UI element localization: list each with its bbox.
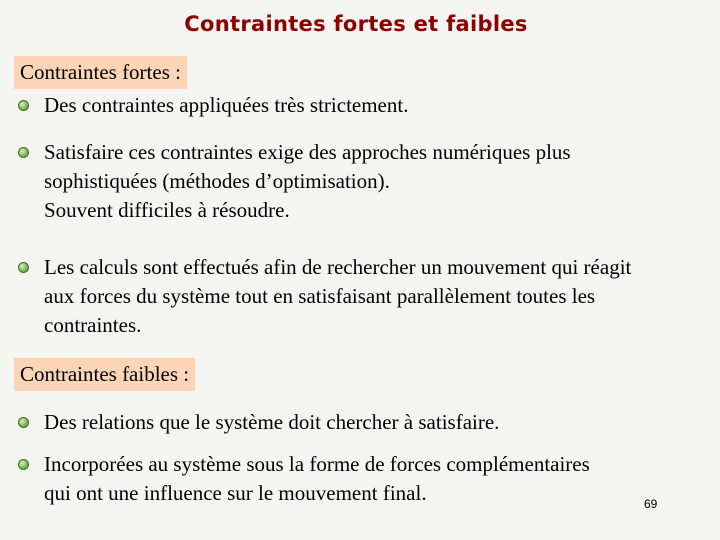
section-label-strong: Contraintes fortes : bbox=[14, 56, 187, 89]
bullet-line: Incorporées au système sous la forme de forces complémentaires bbox=[44, 452, 590, 476]
bullet-line: Des relations que le système doit chercher à satisfaire. bbox=[44, 410, 500, 434]
section-label-weak: Contraintes faibles : bbox=[14, 358, 195, 391]
bullet-icon bbox=[18, 100, 29, 111]
slide-title: Contraintes fortes et faibles bbox=[184, 12, 528, 36]
bullet-text bbox=[44, 138, 571, 225]
bullet-line: qui ont une influence sur le mouvement final. bbox=[44, 481, 427, 505]
bullet-text bbox=[44, 408, 499, 437]
bullet-line: Les calculs sont effectués afin de rechercher un mouvement qui réagit bbox=[44, 255, 632, 279]
bullet-icon bbox=[18, 459, 29, 470]
bullet-line: Satisfaire ces contraintes exige des approches numériques plus bbox=[44, 140, 571, 164]
bullet-icon bbox=[18, 147, 29, 158]
bullet-text bbox=[44, 450, 590, 508]
bullet-icon bbox=[18, 417, 29, 428]
bullet-icon bbox=[18, 262, 29, 273]
bullet-line: sophistiquées (méthodes d’optimisation). bbox=[44, 169, 390, 193]
bullet-line: aux forces du système tout en satisfaisant parallèlement toutes les bbox=[44, 284, 596, 308]
bullet-line: contraintes. bbox=[44, 313, 142, 337]
bullet-line: Souvent difficiles à résoudre. bbox=[44, 198, 290, 222]
bullet-text bbox=[44, 91, 408, 120]
bullet-line: Des contraintes appliquées très strictement. bbox=[44, 93, 409, 117]
page-number: 69 bbox=[644, 497, 658, 511]
bullet-text bbox=[44, 253, 631, 340]
